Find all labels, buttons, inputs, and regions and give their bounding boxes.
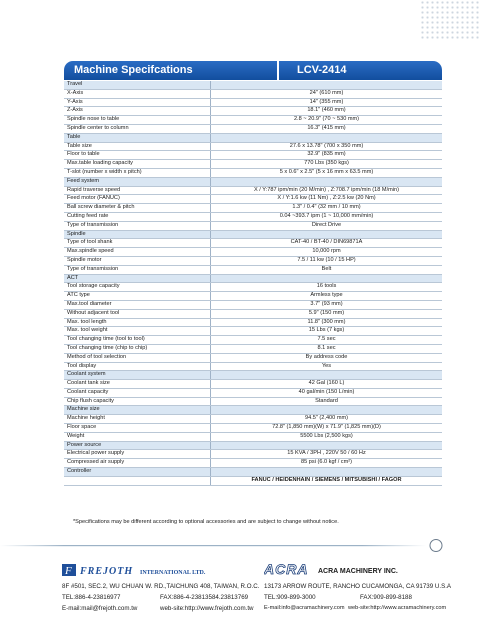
- spec-row: [64, 204, 442, 213]
- frejoth-logo: [62, 563, 272, 577]
- spec-row: [64, 160, 442, 169]
- spec-value: 5 x 0.6" x 2.5" (5 x 16 mm x 63.5 mm): [211, 168, 443, 177]
- section-title: Feed system: [64, 177, 211, 186]
- spec-value: 15 Lbs (7 kgs): [211, 327, 443, 336]
- spec-value: 16.3" (415 mm): [211, 124, 443, 133]
- section-title: Travel: [64, 81, 211, 89]
- section-filler: [211, 177, 443, 186]
- spec-label: X-Axis: [64, 89, 211, 98]
- section-filler: [211, 133, 443, 142]
- frejoth-tel: TEL:886-4-23816977: [62, 594, 121, 601]
- spec-value: 5.9" (150 mm): [211, 309, 443, 318]
- spec-value: 8.1 sec: [211, 344, 443, 353]
- spec-row: [64, 344, 442, 353]
- spec-section-row: [64, 468, 442, 477]
- spec-row: [64, 116, 442, 125]
- spec-label: Coolant capacity: [64, 388, 211, 397]
- spec-section-row: [64, 441, 442, 450]
- spec-row: [64, 327, 442, 336]
- svg-text:INTERNATIONAL LTD.: INTERNATIONAL LTD.: [140, 570, 206, 576]
- spec-row: [64, 186, 442, 195]
- spec-label: Chip flush capacity: [64, 397, 211, 406]
- spec-row: [64, 432, 442, 441]
- spec-label: Tool display: [64, 362, 211, 371]
- spec-row: [64, 424, 442, 433]
- section-title: Power source: [64, 441, 211, 450]
- spec-row: [64, 476, 442, 485]
- divider-ornament: [0, 538, 480, 554]
- section-filler: [211, 406, 443, 415]
- svg-text:ACRA MACHINERY INC.: ACRA MACHINERY INC.: [318, 568, 398, 575]
- frejoth-email[interactable]: E-mail:mail@frejoth.com.tw: [62, 605, 138, 612]
- spec-value: 14" (355 mm): [211, 98, 443, 107]
- section-filler: [211, 230, 443, 239]
- spec-footnote: *Specifications may be different according to optional accessories and are subject to change without notice.: [73, 519, 339, 525]
- spec-row: [64, 195, 442, 204]
- spec-label: [64, 476, 211, 485]
- spec-label: Tool changing time (chip to chip): [64, 344, 211, 353]
- spec-label: Max.tool diameter: [64, 300, 211, 309]
- spec-section-row: [64, 133, 442, 142]
- section-title: Table: [64, 133, 211, 142]
- spec-label: Table size: [64, 142, 211, 151]
- spec-row: [64, 221, 442, 230]
- acra-tel: TEL:909-899-3000: [264, 594, 316, 601]
- section-filler: [211, 371, 443, 380]
- spec-row: [64, 151, 442, 160]
- spec-label: Floor to table: [64, 151, 211, 160]
- spec-header-bar: [64, 61, 442, 80]
- spec-value: 770 Lbs (350 kgs): [211, 160, 443, 169]
- spec-row: [64, 300, 442, 309]
- section-title: ACT: [64, 274, 211, 283]
- spec-section-row: [64, 230, 442, 239]
- svg-text:ACRA: ACRA: [264, 561, 309, 577]
- spec-row: [64, 124, 442, 133]
- spec-row: [64, 353, 442, 362]
- spec-label: ATC type: [64, 292, 211, 301]
- spec-value: X / Y:787 ipm/min (20 M/min) , Z:708.7 ipm/min (18 M/min): [211, 186, 443, 195]
- spec-row: [64, 265, 442, 274]
- spec-value: Armless type: [211, 292, 443, 301]
- spec-value: 32.9" (835 mm): [211, 151, 443, 160]
- spec-value: 7.5 / 11 kw (10 / 15 HP): [211, 256, 443, 265]
- spec-label: Compressed air supply: [64, 459, 211, 468]
- spec-row: [64, 450, 442, 459]
- spec-value: 15 KVA / 3PH , 220V 50 / 60 Hz: [211, 450, 443, 459]
- spec-row: [64, 98, 442, 107]
- spec-label: Feed motor (FANUC): [64, 195, 211, 204]
- spec-label: Type of transmission: [64, 265, 211, 274]
- spec-label: Method of tool selection: [64, 353, 211, 362]
- spec-row: [64, 415, 442, 424]
- spec-value: 11.8" (300 mm): [211, 318, 443, 327]
- spec-label: Rapid traverse speed: [64, 186, 211, 195]
- spec-label: Max. tool length: [64, 318, 211, 327]
- spec-label: Type of tool shank: [64, 239, 211, 248]
- spec-row: [64, 239, 442, 248]
- spec-value: 85 psi (6.0 kgf / cm²): [211, 459, 443, 468]
- spec-label: Electrical power supply: [64, 450, 211, 459]
- acra-logo: [264, 561, 444, 577]
- spec-label: Spindle center to column: [64, 124, 211, 133]
- spec-value: Standard: [211, 397, 443, 406]
- spec-row: [64, 380, 442, 389]
- spec-value: 24" (610 mm): [211, 89, 443, 98]
- frejoth-address: 8F #501, SEC.2, WU CHUAN W. RD.,TAICHUNG 408, TAIWAN, R.O.C.: [62, 583, 260, 590]
- spec-label: Y-Axis: [64, 98, 211, 107]
- spec-label: Type of transmission: [64, 221, 211, 230]
- spec-row: [64, 336, 442, 345]
- spec-value: 1.3" / 0.4" (32 mm / 10 mm): [211, 204, 443, 213]
- spec-section-row: [64, 406, 442, 415]
- spec-value: 7.5 sec: [211, 336, 443, 345]
- spec-label: Z-Axis: [64, 107, 211, 116]
- frejoth-fax: FAX:886-4-23813584.23813769: [160, 594, 249, 601]
- spec-value: Yes: [211, 362, 443, 371]
- spec-value: 10,000 rpm: [211, 248, 443, 257]
- spec-row: [64, 107, 442, 116]
- spec-label: Weight: [64, 432, 211, 441]
- spec-row: [64, 309, 442, 318]
- decorative-dot-pattern: [420, 0, 480, 40]
- spec-label: Cutting feed rate: [64, 212, 211, 221]
- spec-section-row: [64, 177, 442, 186]
- spec-value: 18.1" (460 mm): [211, 107, 443, 116]
- spec-value: FANUC / HEIDENHAIN / SIEMENS / MITSUBISHI / FAGOR: [211, 476, 443, 485]
- spec-value: CAT-40 / BT-40 / DIN69871A: [211, 239, 443, 248]
- spec-label: T-slot (number x width x pitch): [64, 168, 211, 177]
- spec-value: 2.8 ~ 20.9" (70 ~ 530 mm): [211, 116, 443, 125]
- spec-value: 40 gal/min (150 L/min): [211, 388, 443, 397]
- spec-label: Max. tool weight: [64, 327, 211, 336]
- section-filler: [211, 441, 443, 450]
- spec-row: [64, 283, 442, 292]
- spec-table: [64, 81, 442, 486]
- section-title: Spindle: [64, 230, 211, 239]
- spec-row: [64, 459, 442, 468]
- section-filler: [211, 81, 443, 89]
- spec-value: Direct Drive: [211, 221, 443, 230]
- spec-value: 0.04 ~393.7 ipm (1 ~ 10,000 mm/min): [211, 212, 443, 221]
- spec-label: Ball screw diameter & pitch: [64, 204, 211, 213]
- model-name: LCV-2414: [297, 64, 347, 76]
- acra-website[interactable]: web-site:http://www.acramachinery.com: [348, 605, 447, 611]
- section-title: Coolant system: [64, 371, 211, 380]
- spec-row: [64, 248, 442, 257]
- acra-address: 13173 ARROW ROUTE, RANCHO CUCAMONGA, CA 91739 U.S.A: [264, 583, 452, 590]
- section-title: Machine size: [64, 406, 211, 415]
- spec-row: [64, 89, 442, 98]
- frejoth-website[interactable]: web-site:http://www.frejoth.com.tw: [160, 605, 254, 612]
- spec-row: [64, 388, 442, 397]
- spec-row: [64, 397, 442, 406]
- spec-value: 27.6 x 13.78" (700 x 350 mm): [211, 142, 443, 151]
- spec-row: [64, 256, 442, 265]
- spec-row: [64, 292, 442, 301]
- spec-row: [64, 142, 442, 151]
- spec-label: Machine height: [64, 415, 211, 424]
- header-divider: [277, 61, 279, 80]
- spec-value: X / Y:1.6 kw (11 Nm) , Z:2.5 kw (20 Nm): [211, 195, 443, 204]
- spec-label: Tool storage capacity: [64, 283, 211, 292]
- spec-label: Spindle nose to table: [64, 116, 211, 125]
- spec-label: Max.table loading capacity: [64, 160, 211, 169]
- spec-value: 72.8" (1,850 mm)(W) x 71.9" (1,825 mm)(D): [211, 424, 443, 433]
- acra-fax: FAX:909-899-8188: [360, 594, 412, 601]
- spec-value: 94.5" (2,400 mm): [211, 415, 443, 424]
- spec-row: [64, 212, 442, 221]
- acra-email[interactable]: E-mail:info@acramachinery.com: [264, 605, 345, 611]
- spec-section-row: [64, 81, 442, 89]
- section-filler: [211, 274, 443, 283]
- spec-section-row: [64, 371, 442, 380]
- section-filler: [211, 468, 443, 477]
- spec-label: Floor space: [64, 424, 211, 433]
- spec-row: [64, 318, 442, 327]
- spec-label: Max.spindle speed: [64, 248, 211, 257]
- spec-value: 5500 Lbs (2,500 kgs): [211, 432, 443, 441]
- spec-row: [64, 168, 442, 177]
- svg-text:F: F: [65, 565, 72, 577]
- spec-value: By address code: [211, 353, 443, 362]
- spec-title: Machine Specifcations: [74, 64, 193, 76]
- spec-row: [64, 362, 442, 371]
- section-title: Controller: [64, 468, 211, 477]
- spec-value: 16 tools: [211, 283, 443, 292]
- spec-label: Coolant tank size: [64, 380, 211, 389]
- svg-text:FREJOTH: FREJOTH: [80, 566, 134, 577]
- spec-value: Belt: [211, 265, 443, 274]
- spec-label: Spindle motor: [64, 256, 211, 265]
- spec-section-row: [64, 274, 442, 283]
- spec-value: 3.7" (93 mm): [211, 300, 443, 309]
- spec-value: 42 Gal (160 L): [211, 380, 443, 389]
- spec-label: Tool changing time (tool to tool): [64, 336, 211, 345]
- spec-label: Without adjacent tool: [64, 309, 211, 318]
